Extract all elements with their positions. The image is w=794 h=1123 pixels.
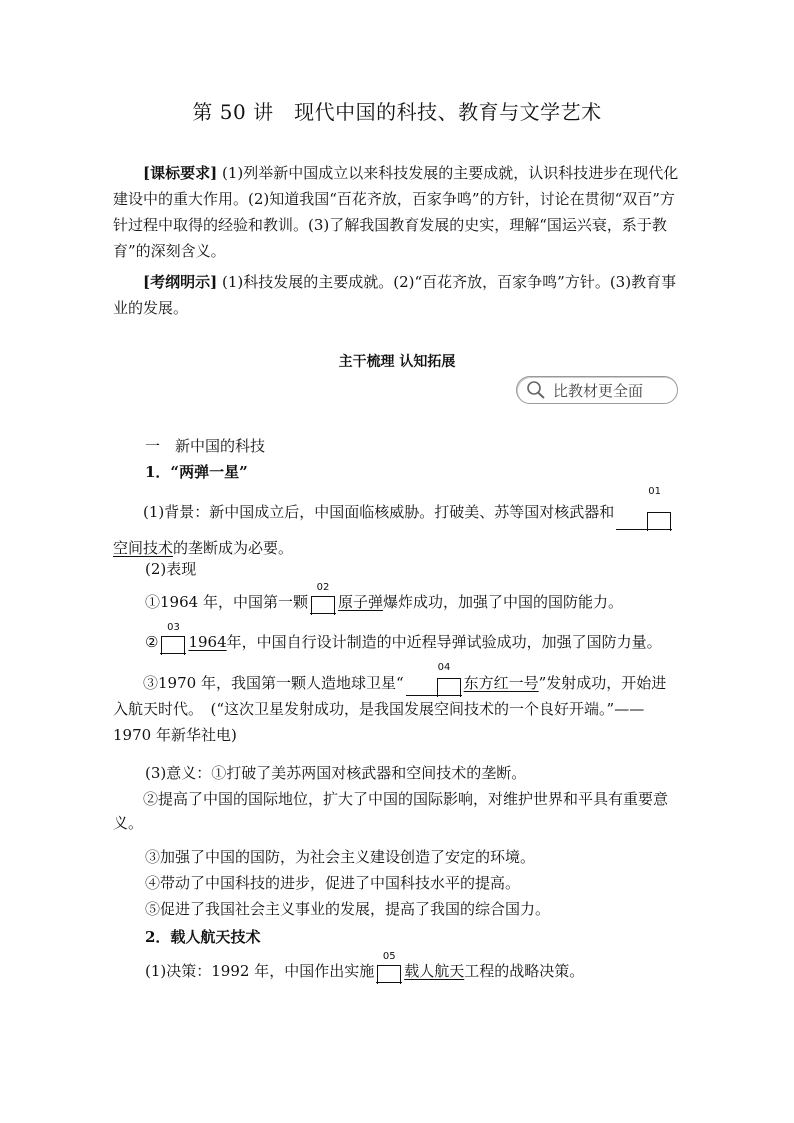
answer-blank: [616, 486, 672, 530]
curriculum-label: [课标要求]: [143, 164, 218, 182]
outline-label: [考纲明示]: [143, 273, 218, 291]
significance-3: ③加强了中国的国防，为社会主义建设创造了安定的环境。: [145, 848, 536, 866]
outline-text: (1)科技发展的主要成就。(2)“百花齐放，百家争鸣”方针。(3)教育事业的发展。: [113, 273, 677, 317]
decision-text: (1)决策：1992 年，中国作出实施: [145, 962, 375, 980]
background-suffix: 的垄断成为必要。: [173, 539, 294, 557]
item-suffix: 爆炸成功，加强了中国的国防能力。: [382, 593, 623, 611]
heading-manned-spaceflight: 2．载人航天技术: [145, 928, 261, 946]
significance-5: ⑤促进了我国社会主义事业的发展，提高了我国的综合国力。: [145, 900, 551, 918]
performance-item-3: [113, 662, 681, 748]
item-suffix: ”发射成功，开始进入航天时代。 (“这次卫星发射成功，是我国发展空间技术的一个良好开端。”——1970 年新华社电): [113, 674, 667, 744]
exam-outline: [113, 269, 681, 321]
curriculum-requirements: [113, 160, 681, 264]
item-suffix: 年，中国自行设计制造的中近程导弹试验成功，加强了国防力量。: [226, 633, 662, 651]
answer-blank: [406, 662, 462, 696]
answer-blank: [376, 951, 402, 983]
answer-blank: [310, 582, 336, 614]
significance-1: (3)意义：①打破了美苏两国对核武器和空间技术的垄断。: [145, 764, 527, 782]
significance-4: ④带动了中国科技的进步，促进了中国科技水平的提高。: [145, 874, 521, 892]
background-text: (1)背景：新中国成立后，中国面临核威胁。打破美、苏等国对核武器和: [143, 503, 615, 521]
heading-new-china-tech: 一 新中国的科技: [145, 437, 266, 455]
answer-text: 1964: [188, 633, 227, 651]
answer-blank: [160, 622, 186, 654]
page-title: 第 50 讲 现代中国的科技、教育与文学艺术: [192, 100, 602, 124]
performance-item-2: [145, 622, 662, 654]
answer-text: 载人航天: [404, 962, 465, 980]
background-paragraph: [113, 486, 681, 566]
answer-text: 原子弹: [337, 593, 383, 611]
item-text: ③1970 年，我国第一颗人造地球卫星“: [143, 674, 404, 692]
heading-two-bombs-one-satellite: 1．“两弹一星”: [145, 463, 248, 481]
blank-number: 05: [382, 951, 396, 962]
decision-paragraph: [145, 951, 585, 983]
answer-text: 东方红一号: [463, 674, 539, 692]
significance-2: ②提高了中国的国际地位，扩大了中国的国际影响，对维护世界和平具有重要意义。: [113, 790, 669, 832]
blank-number: 02: [316, 582, 330, 593]
search-box[interactable]: [516, 376, 678, 404]
search-box-text: 比教材更全面: [553, 381, 644, 400]
curriculum-text: (1)列举新中国成立以来科技发展的主要成就，认识科技进步在现代化建设中的重大作用。(2)知道我国“百花齐放，百家争鸣”的方针，讨论在贯彻“双百”方针过程中取得的经验和教训。(3)了解我国教育发展的史实，理解“国运兴衰，系于教育”的深刻含义。: [113, 164, 679, 260]
blank-number: 01: [648, 486, 661, 497]
blank-number: 04: [437, 662, 451, 673]
performance-item-1: [145, 582, 623, 614]
performance-label: (2)表现: [145, 560, 197, 578]
answer-text: 空间技术: [113, 539, 174, 557]
blank-number: 03: [167, 622, 180, 633]
section-title: 主干梳理 认知拓展: [338, 354, 456, 370]
item-text: ①1964 年，中国第一颗: [145, 593, 308, 611]
magnifier-icon: [525, 380, 547, 400]
item-text: ②: [145, 633, 159, 651]
decision-suffix: 工程的战略决策。: [464, 962, 585, 980]
